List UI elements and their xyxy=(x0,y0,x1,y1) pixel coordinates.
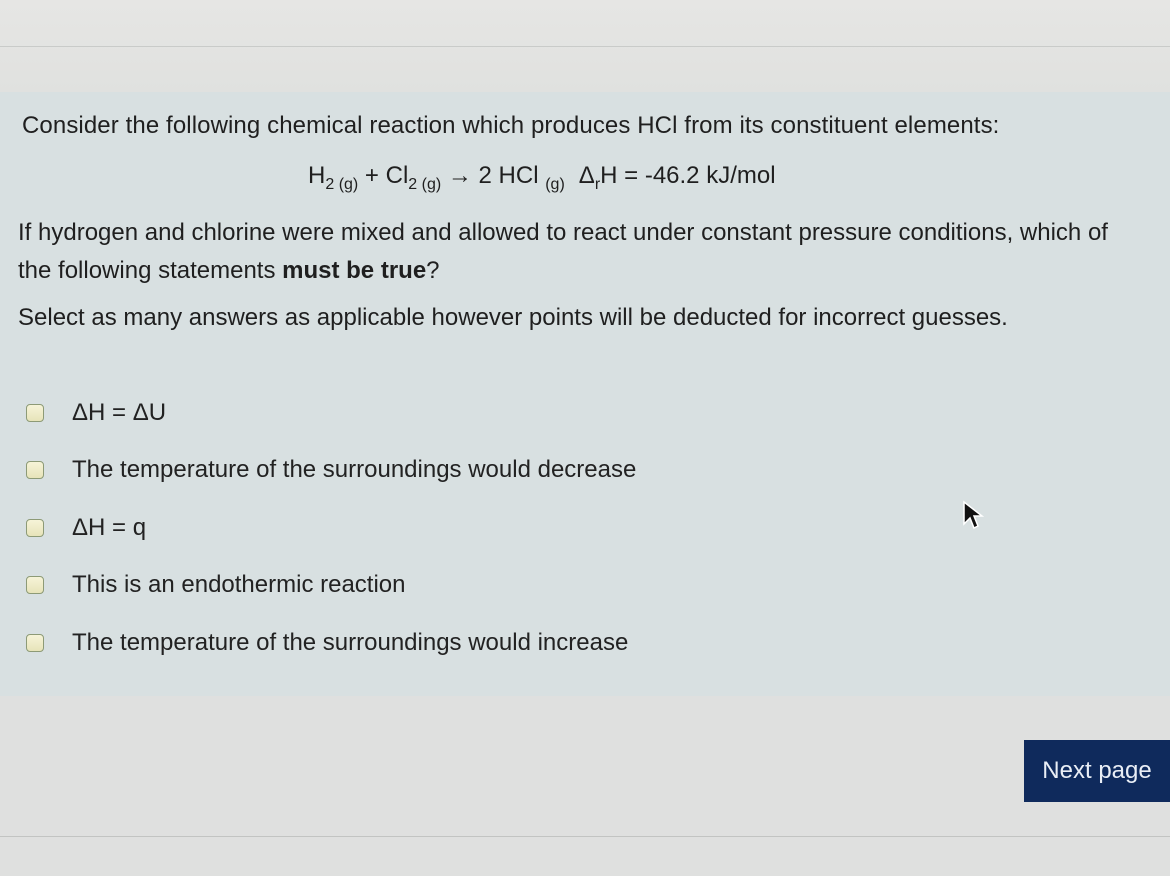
option-label: The temperature of the surroundings would decrease xyxy=(72,456,637,484)
footer-area xyxy=(0,696,1170,876)
answer-option[interactable] xyxy=(26,499,926,557)
equation-h2: H xyxy=(308,162,326,189)
option-checkbox[interactable] xyxy=(26,461,44,479)
option-label: ΔH = q xyxy=(72,513,147,541)
option-label: The temperature of the surroundings would increase xyxy=(72,628,629,656)
question-prompt-start: If hydrogen and chlorine were mixed and allowed to react under constant pressure conditions, which of the following statements xyxy=(18,219,1108,284)
equation-plus-cl: + Cl xyxy=(364,162,409,189)
option-label: ΔH = ΔU xyxy=(72,398,167,426)
question-text xyxy=(18,214,1138,290)
chemical-equation xyxy=(308,162,776,194)
equation-hcl-subscript: (g) xyxy=(545,175,565,193)
option-checkbox[interactable] xyxy=(26,404,44,422)
option-label: This is an endothermic reaction xyxy=(72,571,406,599)
equation-cl2-subscript: 2 (g) xyxy=(408,175,442,193)
equation-r-subscript: r xyxy=(594,175,601,193)
equation-h2-subscript: 2 (g) xyxy=(325,175,359,193)
divider xyxy=(0,46,1170,47)
answer-option[interactable] xyxy=(26,442,926,500)
answer-option[interactable] xyxy=(26,557,926,615)
question-prompt-end: ? xyxy=(426,257,440,284)
question-intro: Consider the following chemical reaction which produces HCl from its constituent elements: xyxy=(22,112,1000,139)
option-checkbox[interactable] xyxy=(26,519,44,537)
mouse-cursor-icon xyxy=(962,500,984,530)
equation-arrow-hcl: → 2 HCl xyxy=(447,162,539,189)
option-checkbox[interactable] xyxy=(26,576,44,594)
divider xyxy=(0,836,1170,837)
answer-options xyxy=(26,384,926,672)
next-page-button[interactable]: Next page xyxy=(1024,740,1170,802)
question-prompt-bold: must be true xyxy=(282,257,427,284)
answer-option[interactable] xyxy=(26,384,926,442)
equation-enthalpy-value: H = -46.2 kJ/mol xyxy=(600,162,776,189)
answer-option[interactable] xyxy=(26,614,926,672)
equation-delta: Δ xyxy=(578,162,595,189)
question-instruction: Select as many answers as applicable however points will be deducted for incorrect guesses. xyxy=(18,304,1008,331)
option-checkbox[interactable] xyxy=(26,634,44,652)
